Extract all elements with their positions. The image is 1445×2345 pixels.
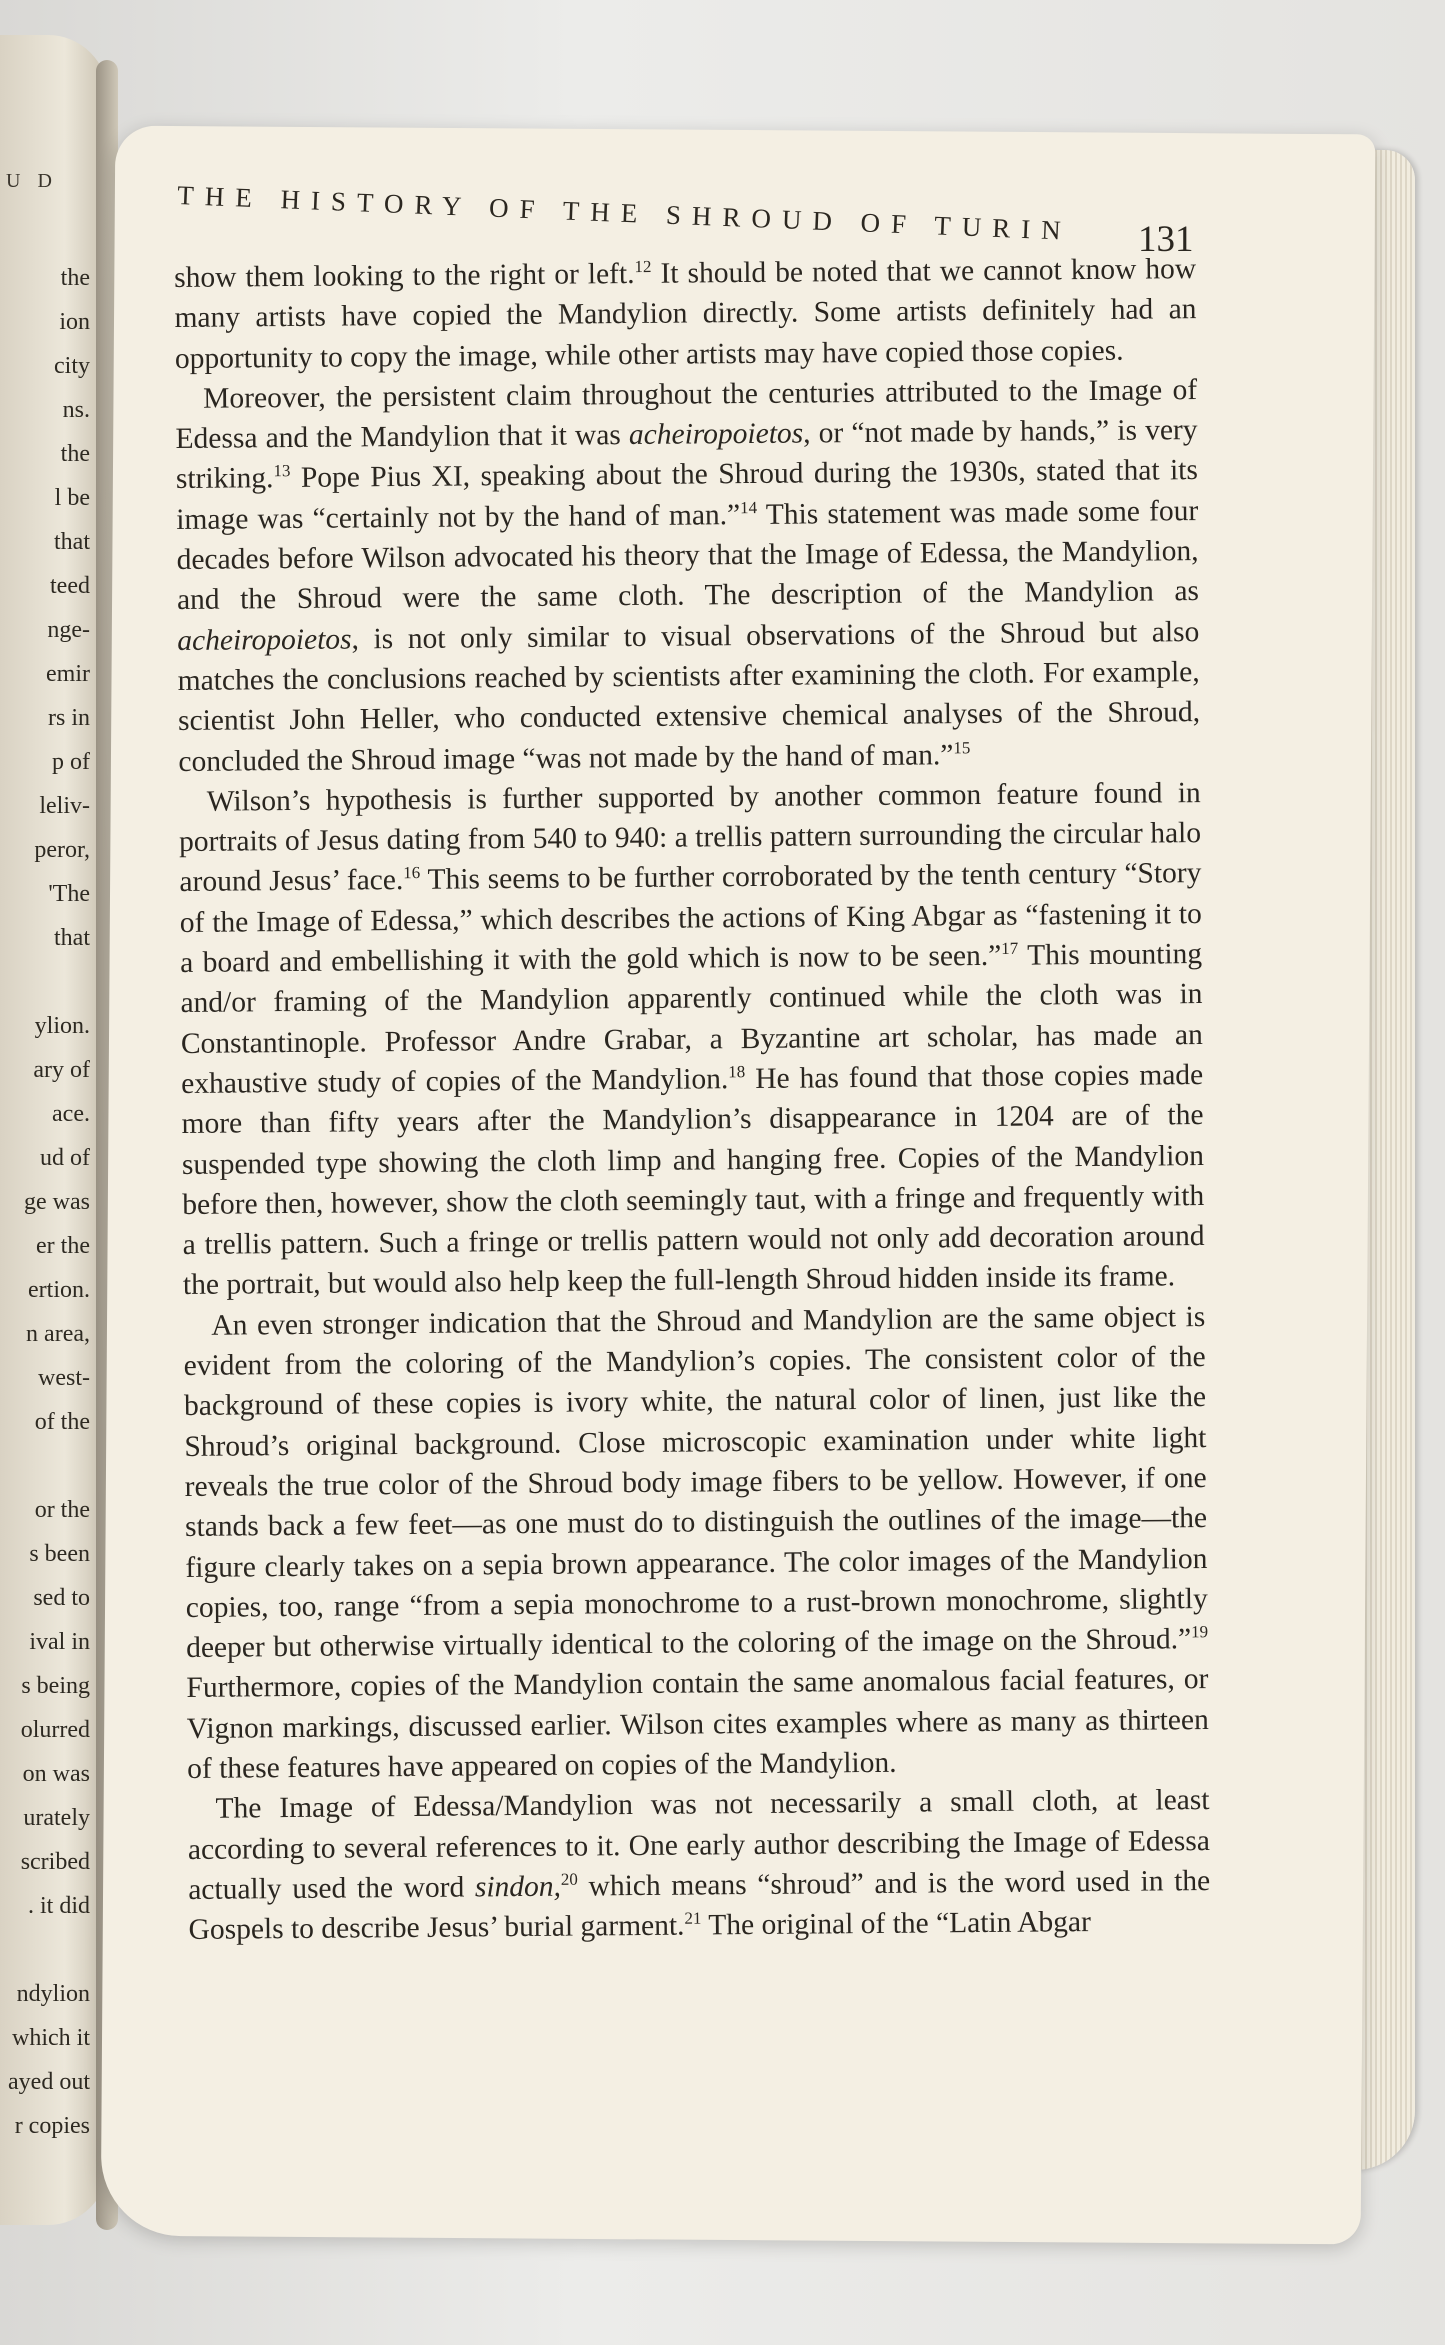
left-page-line: ertion. (28, 1277, 90, 1303)
body-text (174, 249, 1211, 1950)
text-run: This mounting and/or framing of the Mandylion apparently continued while the cloth was in Constantinople. Professor Andre Grabar, a Byzantine art scholar, has made an exhaustive study of copies of the Mandylion. (180, 938, 1203, 1100)
left-page-line: . it did (27, 1893, 90, 1919)
left-page-line: ary of (33, 1057, 90, 1083)
left-page-line: scribed (20, 1849, 90, 1875)
left-page-line: l be (54, 485, 90, 511)
left-page-line: ndylion (16, 1981, 90, 2007)
text-run: acheiropoietos (177, 623, 352, 657)
left-page-line: er the (36, 1233, 90, 1259)
page-number: 131 (1138, 219, 1194, 260)
left-page-line: which it (12, 2025, 90, 2051)
paragraph (179, 773, 1206, 1306)
left-page-fragment (0, 35, 108, 2225)
left-page-line: n area, (26, 1321, 90, 1347)
left-page-line: nge- (47, 617, 90, 643)
left-page-line: ge was (24, 1189, 90, 1215)
text-run: The Image of Edessa/Mandylion was not necessarily a small cloth, at least according to several references to it. One early author describing the Image of Edessa actually used the word (187, 1784, 1210, 1906)
footnote-ref: 16 (403, 863, 421, 883)
left-page-line: or the (34, 1497, 90, 1523)
footnote-ref: 17 (1001, 938, 1019, 959)
left-page-line: 'The (48, 881, 90, 907)
left-page-line: urately (23, 1805, 90, 1831)
footnote-ref: 12 (634, 257, 652, 277)
text-run: Pope Pius XI, speaking about the Shroud during the 1930s, stated that its image was “certainly not by the hand of man.” (176, 454, 1199, 536)
left-page-line: ns. (62, 397, 90, 423)
text-run: , or “not made by hands,” is very striking. (175, 414, 1198, 496)
left-page-line: the (60, 265, 90, 291)
paragraph (175, 370, 1200, 782)
left-page-line: ace. (52, 1101, 90, 1127)
left-running-head-fragment: U D (6, 170, 58, 192)
left-page-line: the (60, 441, 90, 467)
text-run: It should be noted that we cannot know how many artists have copied the Mandylion directly. Some artists definitely had an opportunity to copy the image, while other artists may have copied those copies. (174, 253, 1197, 375)
left-page-line: ylion. (34, 1013, 90, 1039)
running-head: THE HISTORY OF THE SHROUD OF TURIN (176, 180, 1073, 246)
left-page-line: rs in (48, 705, 90, 731)
footnote-ref: 19 (1190, 1622, 1209, 1642)
footnote-ref: 20 (560, 1869, 578, 1889)
footnote-ref: 14 (740, 497, 758, 518)
footnote-ref: 13 (273, 461, 291, 481)
left-page-line: teed (50, 573, 90, 599)
left-page-line: leliv- (39, 793, 90, 819)
text-run: This seems to be further corroborated by the tenth century “Story of the Image of Edessa,” which describes the actions of King Abgar as “fastening it to a board and embellishing it with the gold which is now to be seen.” (179, 857, 1202, 980)
text-run: The original of the “Latin Abgar (701, 1906, 1092, 1942)
text-run: which means “shroud” and is the word used in the Gospels to describe Jesus’ burial garment. (188, 1864, 1211, 1947)
text-run: An even stronger indication that the Shroud and Mandylion are the same object is evident from the coloring of the Mandylion’s copies. The consistent color of the background of these copies is ivory white, the natural color of linen, just like the Shroud’s original background. Close microscopic examination under white light reveals the true color of the Shroud body image fibers to be yellow. However, if one stands back a few feet—as one must do to distinguish the outlines of the image—the figure clearly takes on a sepia brown appearance. The color images of the Mandylion copies, too, range “from a sepia monochrome to a rust-brown monochrome, slightly deeper but otherwise virtually identical to the coloring of the image on the Shroud.” (183, 1300, 1208, 1665)
left-page-line: emir (46, 661, 90, 687)
text-run: sindon, (474, 1870, 562, 1904)
left-page-line: of the (34, 1409, 90, 1435)
left-page-line: s been (29, 1541, 90, 1567)
left-page-line: west- (38, 1365, 90, 1391)
text-run: Furthermore, copies of the Mandylion contain the same anomalous facial features, or Vignon markings, discussed earlier. Wilson cites examples where as many as thirteen of these features have appeared on copies of the Mandylion. (186, 1663, 1209, 1785)
footnote-ref: 15 (953, 737, 971, 757)
left-page-line: peror, (34, 837, 90, 863)
left-page-line: ud of (40, 1145, 90, 1171)
left-page-line: p of (52, 749, 90, 775)
left-page-line: on was (22, 1761, 90, 1787)
text-run: Wilson’s hypothesis is further supported by another common feature found in portraits of Jesus dating from 540 to 940: a trellis pattern surrounding the circular halo around Jesus’ face. (178, 776, 1202, 899)
footnote-ref: 21 (684, 1908, 702, 1928)
left-page-line: olurred (20, 1717, 90, 1743)
paragraph (183, 1297, 1209, 1789)
left-page-line: s being (21, 1673, 90, 1699)
text-run: show them looking to the right or left. (174, 257, 635, 294)
left-page-line: sed to (33, 1585, 90, 1611)
text-run: , is not only similar to visual observations of the Shroud but also matches the conclusions reached by scientists after examining the cloth. For example, scientist John Heller, who conducted extensive chemical analyses of the Shroud, concluded the Shroud image “was not made by the hand of man.” (177, 615, 1201, 778)
left-page-line: r copies (14, 2113, 90, 2139)
text-run: acheiropoietos (628, 417, 804, 452)
left-page-line: ayed out (8, 2069, 90, 2095)
left-page-line: that (54, 529, 90, 555)
paragraph (174, 249, 1197, 379)
left-page-line: ival in (29, 1629, 90, 1655)
text-run: Moreover, the persistent claim throughout the centuries attributed to the Image of Edessa and the Mandylion that it was (175, 373, 1198, 456)
left-page-line: city (54, 353, 90, 379)
footnote-ref: 18 (728, 1062, 746, 1082)
text-run: This statement was made some four decades before Wilson advocated his theory that the Image of Edessa, the Mandylion, and the Shroud were the same cloth. The description of the Mandylion as (176, 494, 1200, 617)
left-page-line: ion (59, 309, 90, 335)
left-page-line: that (54, 925, 90, 951)
paragraph (187, 1780, 1210, 1950)
text-run: He has found that those copies made more than fifty years after the Mandylion’s disappearance in 1204 are of the suspended type showing the cloth limp and hanging free. Copies of the Mandylion before then, however, show the cloth seemingly taut, with a fringe and frequently with a trellis pattern. Such a fringe or trellis pattern would not only add decoration around the portrait, but would also help keep the full-length Shroud hidden inside its frame. (181, 1058, 1205, 1302)
